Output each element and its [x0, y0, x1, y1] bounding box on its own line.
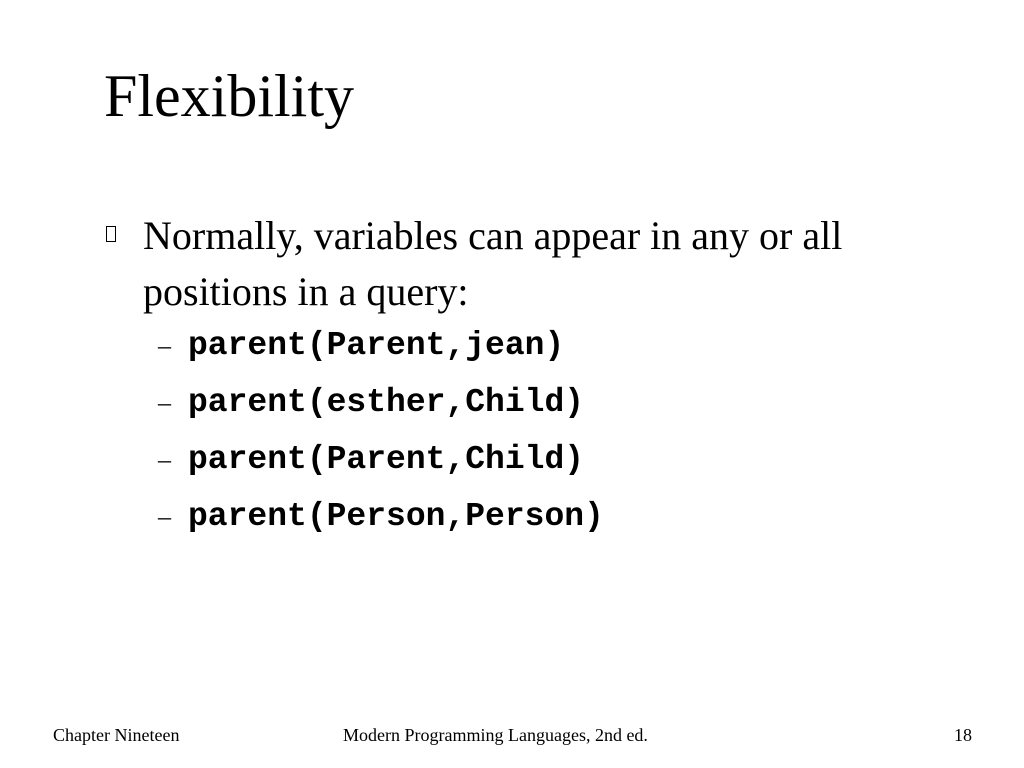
square-bullet-icon: [106, 226, 116, 242]
footer-book-title: Modern Programming Languages, 2nd ed.: [343, 725, 648, 745]
dash-bullet-icon: –: [158, 445, 171, 474]
query-code: parent(Person,Person): [188, 498, 604, 535]
footer-chapter: Chapter Nineteen: [53, 725, 180, 745]
query-code: parent(Parent,Child): [188, 441, 585, 478]
dash-bullet-icon: –: [158, 502, 171, 531]
main-bullet-text: Normally, variables can appear in any or all positions in a query:: [143, 213, 843, 314]
query-code: parent(esther,Child): [188, 384, 585, 421]
slide-title: Flexibility: [104, 63, 355, 129]
dash-bullet-icon: –: [158, 388, 171, 417]
dash-bullet-icon: –: [158, 331, 171, 360]
footer-page-number: 18: [954, 725, 972, 745]
query-code: parent(Parent,jean): [188, 327, 565, 364]
